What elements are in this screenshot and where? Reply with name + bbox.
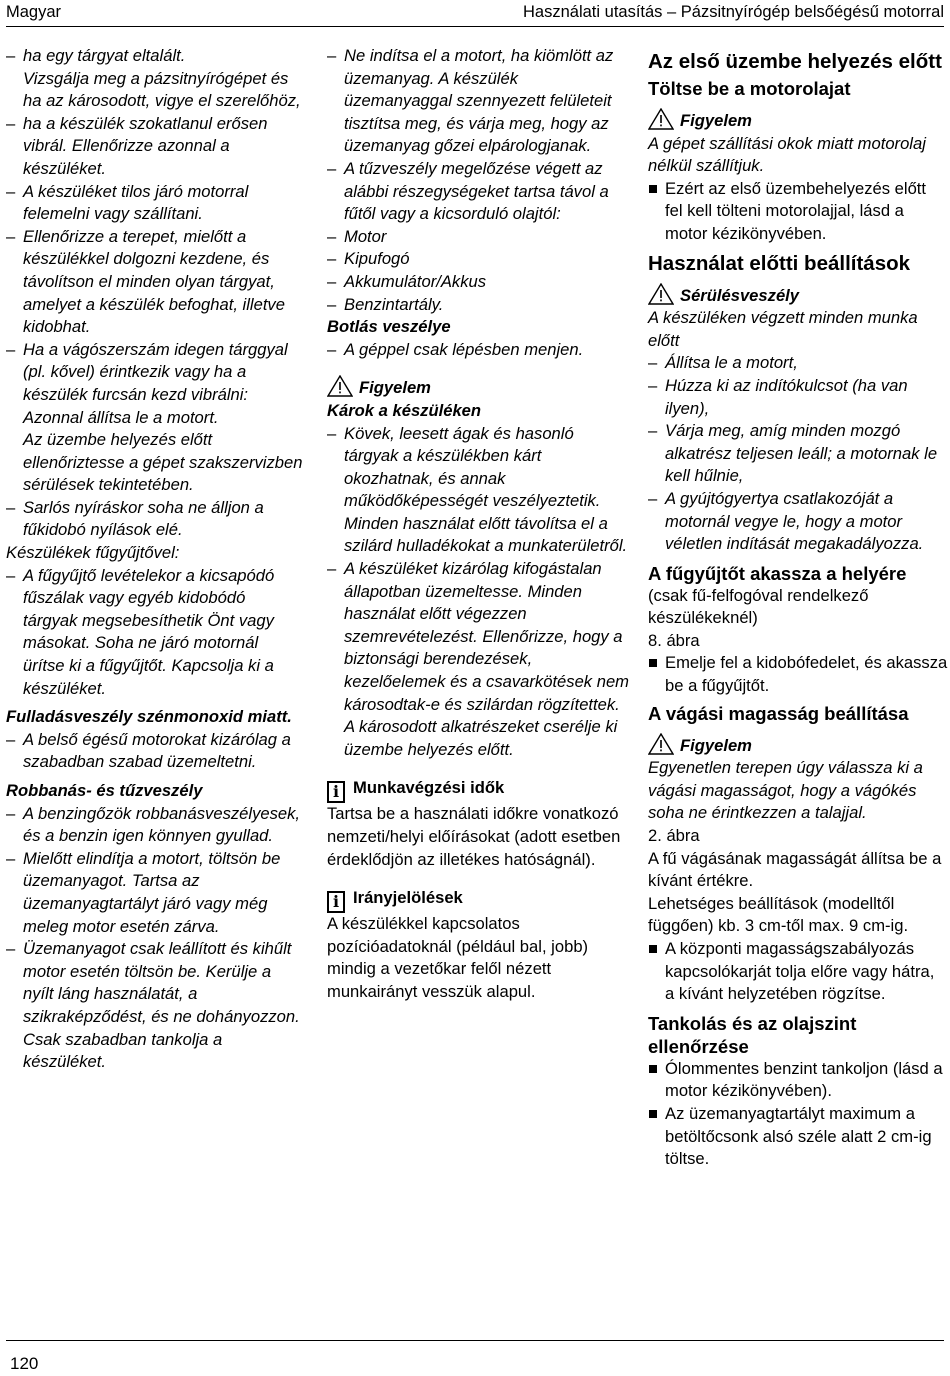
section-heading: Károk a készüléken — [327, 400, 482, 420]
page-number: 120 — [10, 1354, 39, 1373]
list-item: – A tűzveszély megelőzése végett az alábbi részegységeket tartsa távol a fűtől vagy a kicsorduló olajtól: — [327, 158, 629, 226]
paragraph: A gépet szállítási okok miatt motorolaj nélkül szállítjuk. — [648, 133, 926, 176]
sub-list-item: – Akkumulátor/Akkus — [327, 271, 629, 294]
section-heading: Botlás veszélye — [327, 317, 451, 337]
info-label: Munkavégzési idők — [353, 778, 505, 798]
info-icon: i — [327, 781, 345, 803]
warning-label: Sérülésveszély — [680, 285, 800, 305]
section-heading: Fulladásveszély szénmonoxid miatt. — [6, 707, 292, 727]
list-item: – A készüléket kizárólag kifogástalan állapotban üzemeltesse. Minden használat előtt végezzen szemrevételezést. Ellenőrizze, hogy a biztonsági berendezések, kezelőelemek és a csavarkötések nem károsodtak-e és szilárdan rögzítettek. — [327, 558, 629, 716]
sub-list-item: – Motor — [327, 226, 629, 249]
list-item: – A géppel csak lépésben menjen. — [327, 339, 629, 362]
paragraph: (csak fű-felfogóval rendelkező készülékeknél) — [648, 585, 869, 628]
info-heading — [327, 887, 629, 913]
warning-heading — [648, 108, 948, 133]
bullet-item: Emelje fel a kidobófedelet, és akassza be a fűgyűjtőt. — [648, 652, 948, 697]
warning-triangle-icon — [648, 733, 674, 755]
sub-list-item: – Benzintartály. — [327, 294, 629, 317]
paragraph: A készülékkel kapcsolatos pozícióadatoknál (például bal, jobb) mindig a vezetőkar felől nézett munkairányt vesszük alapul. — [327, 914, 589, 1001]
list-item: – Ne indítsa el a motort, ha kiömlött az üzemanyag. A készülék üzemanyaggal szennyezett felületeit tisztítsa meg, és várja meg, hogy az üzemanyag gőzei elpárologjanak. — [327, 45, 629, 158]
section-heading: Robbanás- és tűzveszély — [6, 781, 203, 800]
column-1 — [6, 45, 304, 1074]
header-title: Használati utasítás – Pázsitnyírógép belsőégésű motorral — [523, 3, 944, 21]
paragraph: A fű vágásának magasságát állítsa be a kívánt értékre. — [648, 848, 942, 891]
list-item: – Sarlós nyíráskor soha ne álljon a fűkidobó nyílások elé. — [6, 497, 304, 542]
bullet-item: Ólommentes benzint tankoljon (lásd a motor kézikönyvében). — [648, 1058, 948, 1103]
list-item-continuation: Az üzembe helyezés előtt ellenőriztesse a gépet szakszervizben sérülések tekintetében. — [23, 430, 303, 495]
list-item: – Mielőtt elindítja a motort, töltsön be üzemanyagot. Tartsa az üzemanyagtartályt járó vagy még meleg motor esetén zárva. — [6, 848, 304, 938]
paragraph: Tartsa be a használati időkre vonatkozó nemzeti/helyi előírásokat (adott esetben érdeklődjön az illetékes hatóságnál). — [327, 804, 621, 869]
page-header — [6, 0, 944, 27]
list-item: – A fűgyűjtő levételekor a kicsapódó fűszálak vagy egyéb kidobódó tárgyak megsebesíthetik Önt vagy másokat. Soha ne járó motornál ürítse ki a fűgyűjtőt. Kapcsolja ki a készüléket. — [6, 565, 304, 701]
header-language: Magyar — [6, 3, 62, 21]
list-item: – Állítsa le a motort, — [648, 352, 948, 375]
info-icon: i — [327, 891, 345, 913]
paragraph: Lehetséges beállítások (modelltől függően) kb. 3 cm-től max. 9 cm-ig. — [648, 893, 909, 936]
list-item: – A gyújtógyertya csatlakozóját a motornál vegye le, hogy a motor véletlen indítását megakadályozza. — [648, 488, 948, 556]
list-item: – A benzingőzök robbanásveszélyesek, és a benzin igen könnyen gyullad. — [6, 803, 304, 848]
list-item: – Várja meg, amíg minden mozgó alkatrész teljesen leáll; a motornak le kell hűlnie, — [648, 420, 948, 488]
figure-reference: 8. ábra — [648, 630, 700, 650]
list-item: – Ha a vágószerszám idegen tárggyal (pl. kővel) érintkezik vagy ha a készülék furcsán kezd vibrálni: Azonnal állítsa le a motort. — [6, 339, 304, 429]
warning-triangle-icon — [327, 375, 353, 397]
list-item: – Ellenőrizze a terepet, mielőtt a készülékkel dolgozni kezdene, és távolítson el minden olyan tárgyat, amelyet a készülék befoghat, illetve kidobhat. — [6, 226, 304, 339]
warning-heading — [648, 733, 948, 758]
page-footer — [6, 1340, 944, 1373]
list-item-continuation: Vizsgálja meg a pázsitnyírógépet és ha az károsodott, vigye el szerelőhöz, — [23, 68, 301, 111]
warning-label: Figyelem — [680, 111, 752, 130]
sub-list-item: – Kipufogó — [327, 248, 629, 271]
paragraph: Egyenetlen terepen úgy válassza ki a vágási magasságot, hogy a vágókés soha ne érintkezzen a talajjal. — [648, 758, 923, 823]
warning-heading — [327, 375, 629, 400]
list-item: – A belső égésű motorokat kizárólag a szabadban szabad üzemeltetni. — [6, 729, 304, 774]
sub-heading: Tankolás és az olajszint ellenőrzése — [648, 1012, 857, 1057]
info-label: Irányjelölések — [353, 888, 463, 908]
list-item: – Üzemanyagot csak leállított és kihűlt motor esetén töltsön be. Kerülje a nyílt láng használatát, a szikraképződést, és ne dohányozzon. Csak szabadban tankolja a készüléket. — [6, 938, 304, 1074]
list-item: – Kövek, leesett ágak és hasonló tárgyak a készülékben kárt okozhatnak, és annak működőképességét veszélyeztetik. Minden használat előtt távolítsa el a szilárd hulladékokat a munkaterületről. — [327, 423, 629, 559]
sub-heading: Töltse be a motorolajat — [648, 78, 851, 99]
list-item: – ha egy tárgyat eltalált. — [6, 45, 304, 68]
paragraph: A készüléken végzett minden munka előtt — [648, 308, 918, 350]
paragraph: Készülékek fűgyűjtővel: — [6, 543, 180, 563]
info-heading — [327, 777, 629, 803]
main-heading: Az első üzembe helyezés előtt — [648, 50, 942, 73]
bullet-item: A központi magasságszabályozás kapcsolókarját tolja előre vagy hátra, a kívánt helyzetében rögzítse. — [648, 938, 948, 1006]
bullet-item: Ezért az első üzembehelyezés előtt fel kell tölteni motorolajjal, lásd a motor kézikönyvében. — [648, 178, 948, 246]
warning-heading — [648, 283, 948, 308]
bullet-item: Az üzemanyagtartályt maximum a betöltőcsonk alsó széle alatt 2 cm-ig töltse. — [648, 1103, 948, 1171]
main-heading: Használat előtti beállítások — [648, 251, 911, 275]
list-item: – A készüléket tilos járó motorral felemelni vagy szállítani. — [6, 181, 304, 226]
list-item: – ha a készülék szokatlanul erősen vibrál. Ellenőrizze azonnal a készüléket. — [6, 113, 304, 181]
warning-label: Figyelem — [680, 735, 752, 755]
column-3 — [648, 50, 948, 1171]
warning-label: Figyelem — [359, 378, 431, 398]
warning-triangle-icon — [648, 283, 674, 305]
column-2 — [327, 45, 629, 1004]
list-item: – Húzza ki az indítókulcsot (ha van ilyen), — [648, 375, 948, 420]
warning-triangle-icon — [648, 108, 674, 130]
sub-heading: A vágási magasság beállítása — [648, 702, 909, 724]
figure-reference: 2. ábra — [648, 826, 700, 846]
sub-heading: A fűgyűjtőt akassza a helyére — [648, 562, 907, 584]
list-item-continuation: A károsodott alkatrészeket cserélje ki üzembe helyezés előtt. — [344, 717, 618, 759]
